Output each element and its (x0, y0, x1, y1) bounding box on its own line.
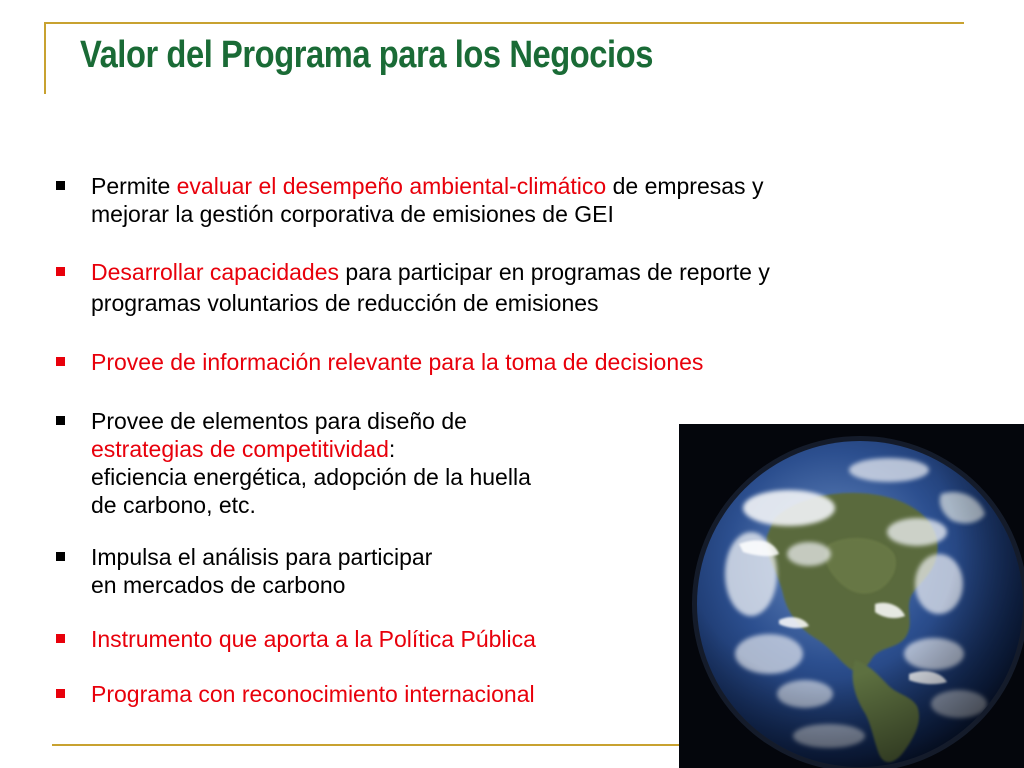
bullet-line: Provee de información relevante para la toma de decisiones (91, 349, 704, 375)
bullet-text (91, 625, 536, 653)
bullet-line: eficiencia energética, adopción de la huella (91, 464, 531, 490)
bullet-line: Provee de elementos para diseño de (91, 408, 467, 434)
bullet-text (91, 258, 770, 317)
bullet-square-icon (56, 357, 65, 366)
bullet-text (91, 172, 763, 228)
bullet-square-icon (56, 181, 65, 190)
slide-title: Valor del Programa para los Negocios (80, 34, 653, 76)
bullet-line: en mercados de carbono (91, 572, 346, 598)
bullet-line: de carbono, etc. (91, 492, 256, 518)
bullet-line: Desarrollar capacidades para participar en programas de reporte y (91, 259, 770, 285)
bullet-square-icon (56, 416, 65, 425)
bullet-line: estrategias de competitividad: (91, 436, 396, 462)
bullet-line: programas voluntarios de reducción de emisiones (91, 290, 599, 316)
bullet-text (91, 680, 535, 708)
bullet-line: Instrumento que aporta a la Política Pública (91, 626, 536, 652)
bullet-line: Impulsa el análisis para participar (91, 544, 433, 570)
bullet-square-icon (56, 552, 65, 561)
bullet-line: Permite evaluar el desempeño ambiental-climático de empresas y (91, 173, 764, 199)
bullet-text (91, 543, 432, 599)
bullet-square-icon (56, 689, 65, 698)
bullet-text (91, 348, 703, 376)
bullet-square-icon (56, 267, 65, 276)
earth-globe-image (679, 424, 1024, 768)
bullet-square-icon (56, 634, 65, 643)
bullet-line: Programa con reconocimiento internacional (91, 681, 535, 707)
bullet-text (91, 407, 531, 519)
bullet-line: mejorar la gestión corporativa de emisiones de GEI (91, 201, 614, 227)
earth-icon (679, 424, 1024, 768)
